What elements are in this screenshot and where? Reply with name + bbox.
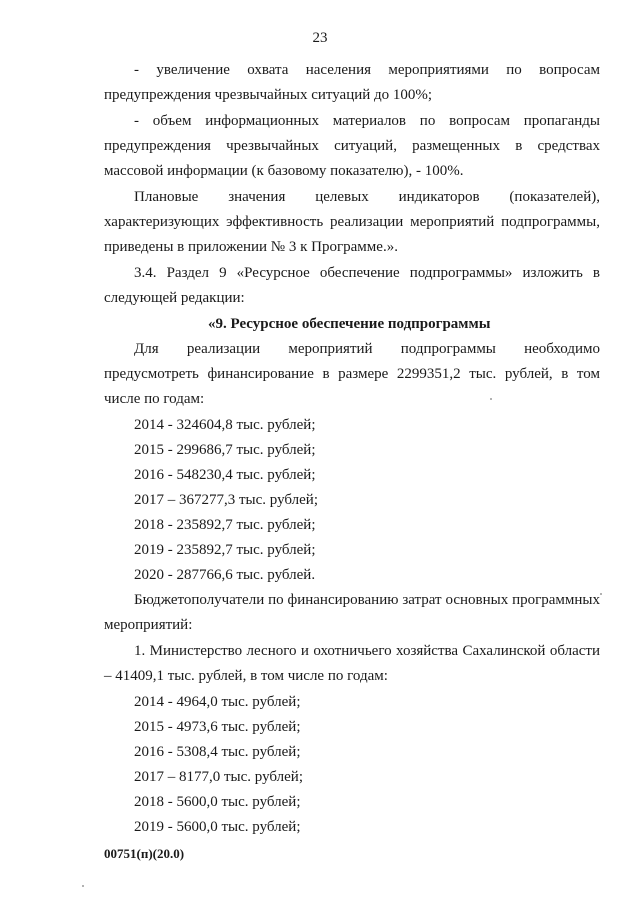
financing-year-line: 2020 - 287766,6 тыс. рублей.	[134, 567, 316, 583]
financing-year-line: 2014 - 324604,8 тыс. рублей;	[134, 417, 316, 433]
recipient-year-line: 2014 - 4964,0 тыс. рублей;	[134, 694, 301, 710]
scan-speck	[490, 398, 492, 400]
document-code: 00751(п)(20.0)	[104, 846, 185, 861]
financing-year-line: 2016 - 548230,4 тыс. рублей;	[134, 467, 316, 483]
scan-speck	[82, 885, 84, 887]
recipient-year-line: 2019 - 5600,0 тыс. рублей;	[134, 819, 301, 835]
paragraph-financing-intro: Для реализации мероприятий подпрограммы необходимо предусмотреть финансирование в размере 2299351,2 тыс. рублей, в том числе по годам:	[104, 341, 600, 407]
recipient-year-line: 2016 - 5308,4 тыс. рублей;	[134, 744, 301, 760]
paragraph-recipient-forestry-ministry: 1. Министерство лесного и охотничьего хозяйства Сахалинской области – 41409,1 тыс. рублей, в том числе по годам:	[104, 643, 600, 684]
scan-speck	[600, 593, 602, 595]
financing-year-line: 2019 - 235892,7 тыс. рублей;	[134, 542, 316, 558]
financing-year-line: 2018 - 235892,7 тыс. рублей;	[134, 517, 316, 533]
paragraph-recipients-intro: Бюджетополучатели по финансированию затрат основных программных мероприятий:	[104, 592, 600, 633]
paragraph-planned-indicators: Плановые значения целевых индикаторов (показателей), характеризующих эффективность реализации мероприятий подпрограммы, приведены в приложении № 3 к Программе.».	[104, 189, 600, 255]
financing-year-line: 2017 – 367277,3 тыс. рублей;	[134, 492, 318, 508]
paragraph-coverage-increase: - увеличение охвата населения мероприятиями по вопросам предупреждения чрезвычайных ситуаций до 100%;	[104, 62, 600, 103]
paragraph-information-materials: - объем информационных материалов по вопросам пропаганды предупреждения чрезвычайных ситуаций, размещенных в средствах массовой информации (к базовому показателю), - 100%.	[104, 113, 600, 179]
recipient-year-line: 2017 – 8177,0 тыс. рублей;	[134, 769, 303, 785]
document-body	[104, 58, 600, 840]
paragraph-section-amendment: 3.4. Раздел 9 «Ресурсное обеспечение подпрограммы» изложить в следующей редакции:	[104, 265, 600, 306]
section-heading: «9. Ресурсное обеспечение подпрограммы	[208, 316, 491, 332]
page-number: 23	[312, 30, 328, 46]
recipient-year-line: 2018 - 5600,0 тыс. рублей;	[134, 794, 301, 810]
financing-year-line: 2015 - 299686,7 тыс. рублей;	[134, 442, 316, 458]
recipient-year-line: 2015 - 4973,6 тыс. рублей;	[134, 719, 301, 735]
